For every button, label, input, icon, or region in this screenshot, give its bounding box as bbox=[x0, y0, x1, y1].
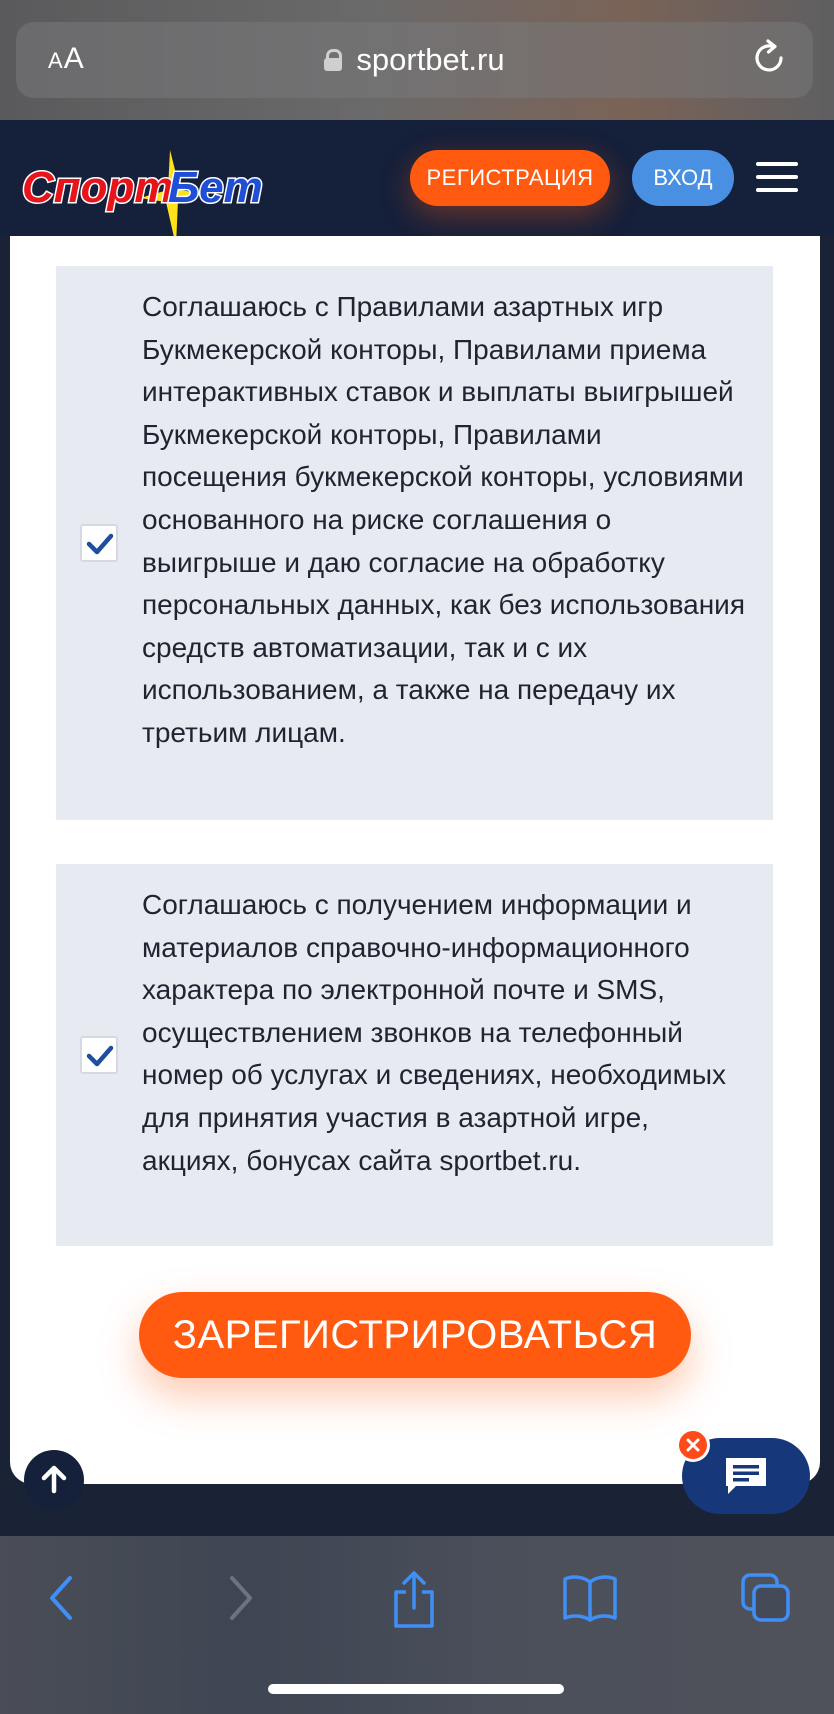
tabs-icon[interactable] bbox=[740, 1572, 792, 1624]
agreement-marketing bbox=[56, 864, 773, 1246]
chevron-left-icon[interactable] bbox=[46, 1570, 76, 1626]
url-display[interactable] bbox=[16, 42, 813, 78]
book-icon[interactable] bbox=[562, 1574, 618, 1622]
text-size-button[interactable]: AA bbox=[48, 42, 85, 75]
sportbet-logo[interactable] bbox=[18, 150, 278, 246]
arrow-up-icon bbox=[39, 1463, 69, 1495]
agreement-rules-checkbox[interactable] bbox=[80, 524, 118, 562]
agreement-marketing-text: Соглашаюсь с получением информации и материалов справочно-информационного характера по электронной почте и SMS, осуществлением звонков на телефонный номер об услугах и сведениях, необходимых для принятия участия в азартной игре, акциях, бонусах сайта sportbet.ru. bbox=[142, 889, 726, 1176]
checkmark-icon bbox=[86, 1043, 114, 1069]
agreement-rules-text: Соглашаюсь с Правилами азартных игр Букмекерской конторы, Правилами приема интерактивных ставок и выплаты выигрышей Букмекерской конторы, Правилами посещения букмекерской конторы, условиями основанного на риске соглашения о выигрыше и даю согласие на обработку персональных данных, как без использования средств автоматизации, так и с их использованием, а также на передачу их третьим лицам. bbox=[142, 291, 745, 748]
close-icon bbox=[686, 1438, 700, 1452]
svg-text:Бет: Бет bbox=[168, 163, 263, 212]
chevron-right-icon[interactable] bbox=[226, 1570, 256, 1626]
lock-icon bbox=[324, 49, 342, 71]
url-text: sportbet.ru bbox=[356, 42, 505, 77]
share-icon[interactable] bbox=[390, 1570, 438, 1630]
hamburger-menu-icon[interactable] bbox=[756, 162, 798, 196]
chat-close-button[interactable] bbox=[676, 1428, 710, 1462]
register-button[interactable]: РЕГИСТРАЦИЯ bbox=[410, 150, 610, 206]
scroll-to-top-button[interactable] bbox=[24, 1450, 84, 1510]
svg-text:Спорт: Спорт bbox=[22, 163, 174, 212]
browser-top-bar bbox=[0, 0, 834, 120]
address-bar[interactable] bbox=[16, 22, 813, 98]
chat-icon bbox=[722, 1454, 770, 1498]
home-indicator bbox=[268, 1684, 564, 1694]
login-button[interactable]: ВХОД bbox=[632, 150, 734, 206]
site-header bbox=[0, 120, 834, 236]
agreement-marketing-checkbox[interactable] bbox=[80, 1036, 118, 1074]
registration-form bbox=[10, 236, 820, 1484]
submit-registration-button[interactable]: ЗАРЕГИСТРИРОВАТЬСЯ bbox=[139, 1292, 691, 1378]
reload-icon[interactable] bbox=[749, 38, 789, 78]
agreement-rules bbox=[56, 266, 773, 820]
checkmark-icon bbox=[86, 531, 114, 557]
